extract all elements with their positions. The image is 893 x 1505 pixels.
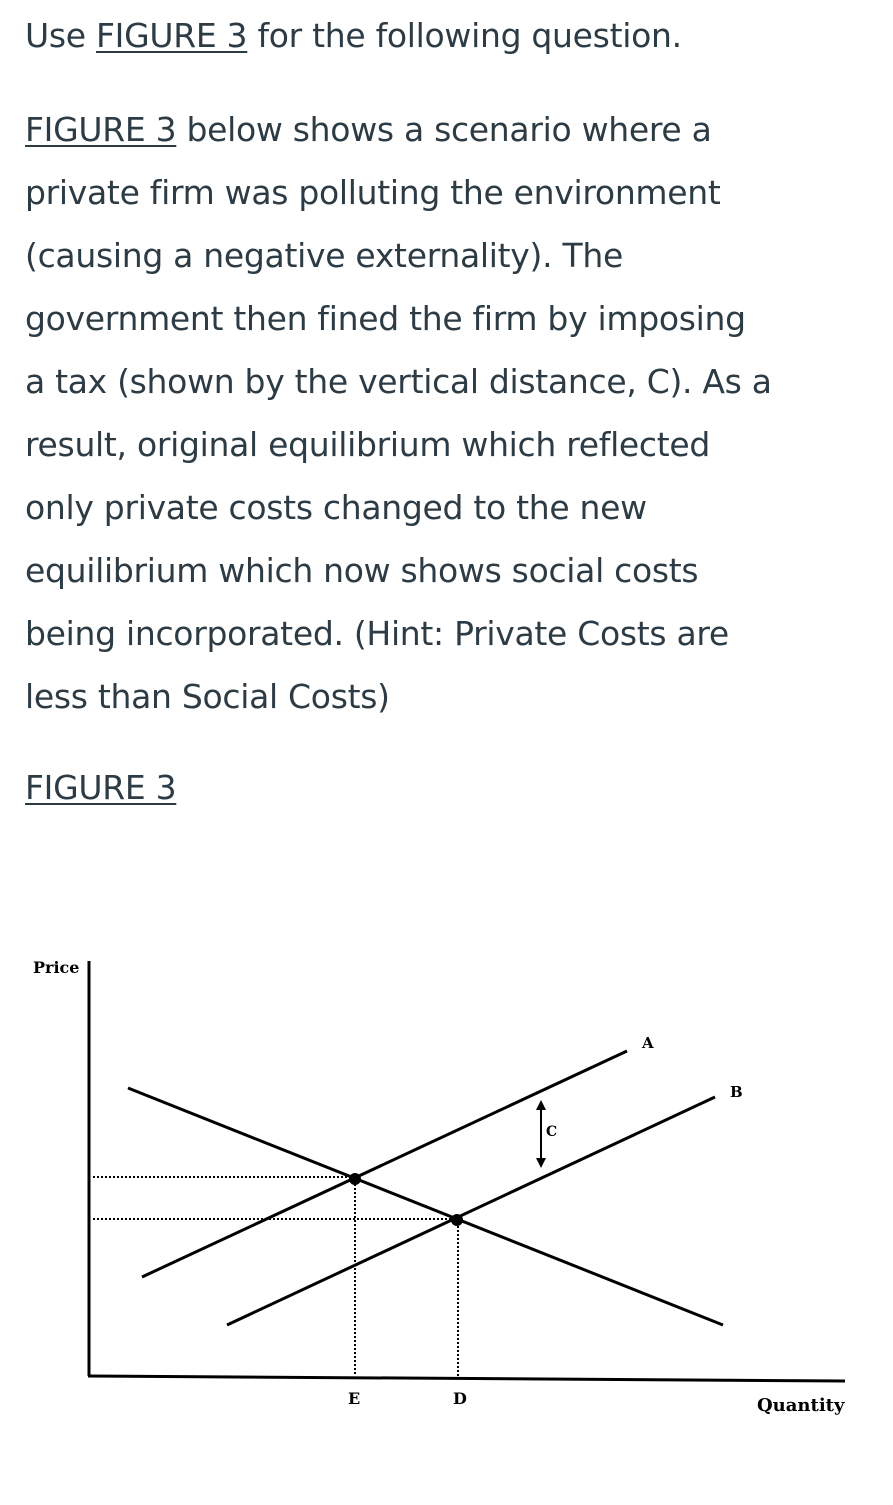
tax-arrow-head-down bbox=[536, 1158, 546, 1168]
paragraph-line: less than Social Costs) bbox=[25, 677, 390, 716]
paragraph-line: government then fined the firm by imposing bbox=[25, 299, 746, 338]
equilibrium-point-private bbox=[451, 1214, 463, 1226]
intro-prefix: Use bbox=[25, 16, 96, 55]
externality-diagram bbox=[0, 930, 893, 1430]
paragraph-line bbox=[25, 98, 772, 161]
intro-line bbox=[25, 4, 682, 67]
quantity-e-label: E bbox=[348, 1389, 361, 1408]
paragraph-line-text: below shows a scenario where a bbox=[176, 110, 712, 149]
paragraph-line: only private costs changed to the new bbox=[25, 488, 647, 527]
y-axis-label: Price bbox=[33, 958, 80, 977]
paragraph-figure-ref: FIGURE 3 bbox=[25, 110, 177, 149]
paragraph-line: a tax (shown by the vertical distance, C). As a bbox=[25, 362, 772, 401]
paragraph-line: private firm was polluting the environment bbox=[25, 173, 721, 212]
quantity-d-label: D bbox=[453, 1389, 467, 1408]
question-paragraph bbox=[25, 98, 772, 728]
figure-heading: FIGURE 3 bbox=[25, 768, 177, 807]
paragraph-line: result, original equilibrium which reflected bbox=[25, 425, 711, 464]
x-axis bbox=[88, 1376, 845, 1381]
paragraph-line: equilibrium which now shows social costs bbox=[25, 551, 699, 590]
demand-curve bbox=[128, 1088, 723, 1325]
paragraph-line: being incorporated. (Hint: Private Costs are bbox=[25, 614, 729, 653]
tax-label: C bbox=[546, 1124, 558, 1140]
supply-curve-b bbox=[227, 1097, 715, 1325]
x-axis-label: Quantity bbox=[757, 1395, 845, 1416]
tax-arrow-head-up bbox=[536, 1100, 546, 1110]
curve-a-label: A bbox=[642, 1034, 654, 1052]
intro-suffix: for the following question. bbox=[247, 16, 682, 55]
equilibrium-point-social bbox=[349, 1173, 361, 1185]
figure-ref-link: FIGURE 3 bbox=[95, 16, 248, 55]
paragraph-line: (causing a negative externality). The bbox=[25, 236, 623, 275]
curve-b-label: B bbox=[730, 1083, 743, 1101]
supply-curve-a bbox=[142, 1051, 627, 1277]
